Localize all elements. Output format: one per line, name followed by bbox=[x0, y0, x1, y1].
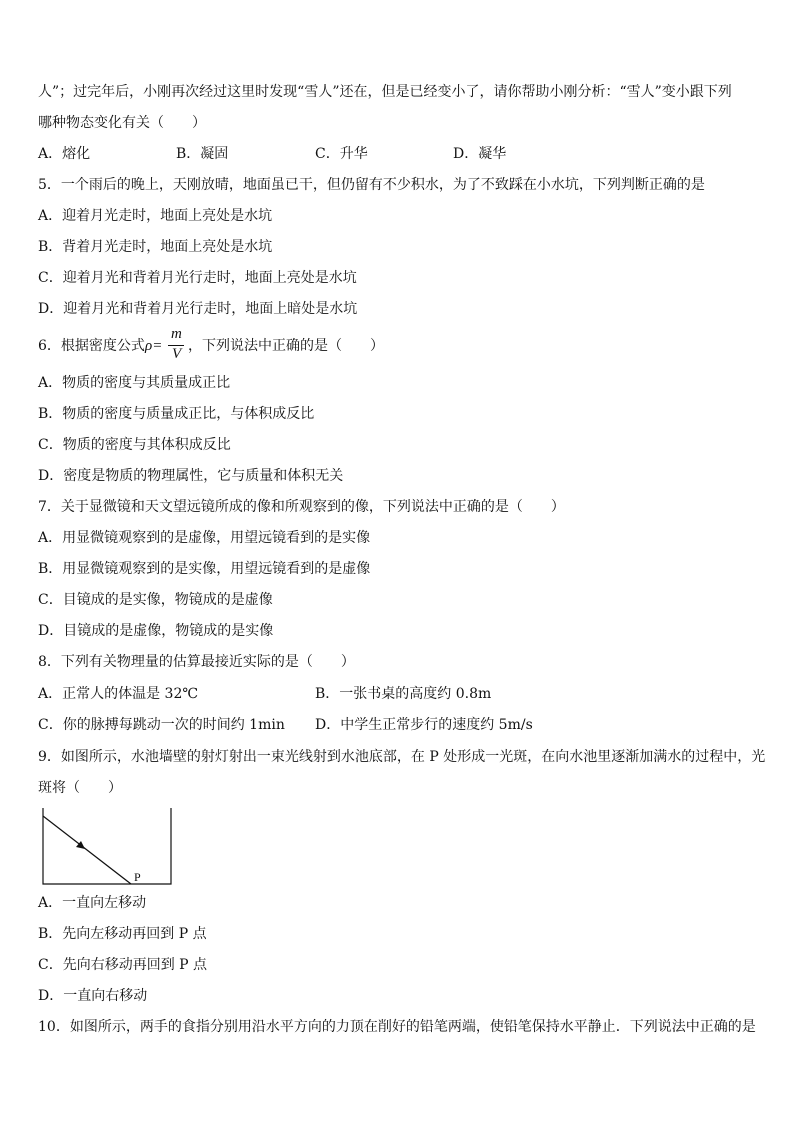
q8-stem: 8．下列有关物理量的估算最接近实际的是（ ） bbox=[38, 654, 355, 670]
q6-formula-numerator: m bbox=[171, 326, 182, 342]
q5-option-a[interactable]: A．迎着月光走时，地面上亮处是水坑 bbox=[38, 208, 273, 224]
q9-option-b[interactable]: B．先向左移动再回到 P 点 bbox=[38, 926, 207, 942]
q8-option-a[interactable]: A．正常人的体温是 32℃ bbox=[38, 686, 199, 702]
q6-stem-prefix: 6．根据密度公式 bbox=[38, 338, 145, 354]
q5-option-c[interactable]: C．迎着月光和背着月光行走时，地面上亮处是水坑 bbox=[38, 270, 357, 286]
q4-option-a[interactable]: A．熔化 bbox=[38, 146, 91, 162]
q9-option-c[interactable]: C．先向右移动再回到 P 点 bbox=[38, 957, 208, 973]
pool-outline bbox=[43, 808, 171, 884]
q9-stem-line2: 斑将（ ） bbox=[38, 780, 122, 796]
q7-option-b[interactable]: B．用显微镜观察到的是实像，用望远镜看到的是虚像 bbox=[38, 561, 371, 577]
q8-option-d[interactable]: D．中学生正常步行的速度约 5m/s bbox=[315, 717, 533, 733]
q9-stem-line1: 9．如图所示，水池墙壁的射灯射出一束光线射到水池底部，在 P 处形成一光斑，在向水池里逐渐加满水的过程中，光 bbox=[38, 749, 766, 765]
light-ray bbox=[43, 816, 131, 884]
q6-formula-denominator: V bbox=[172, 346, 182, 362]
q7-option-c[interactable]: C．目镜成的是实像，物镜成的是虚像 bbox=[38, 592, 273, 608]
q6-option-b[interactable]: B．物质的密度与质量成正比，与体积成反比 bbox=[38, 406, 315, 422]
q6-formula-lhs: ρ= bbox=[145, 338, 163, 354]
q6-option-a[interactable]: A．物质的密度与其质量成正比 bbox=[38, 375, 231, 391]
q7-option-a[interactable]: A．用显微镜观察到的是虚像，用望远镜看到的是实像 bbox=[38, 530, 371, 546]
q8-option-b[interactable]: B．一张书桌的高度约 0.8m bbox=[315, 686, 492, 702]
q7-stem: 7．关于显微镜和天文望远镜所成的像和所观察到的像，下列说法中正确的是（ ） bbox=[38, 499, 565, 515]
q5-option-d[interactable]: D．迎着月光和背着月光行走时，地面上暗处是水坑 bbox=[38, 301, 358, 317]
q4-option-d[interactable]: D．凝华 bbox=[453, 146, 507, 162]
q6-stem-suffix: ，下列说法中正确的是（ ） bbox=[188, 338, 384, 354]
q9-option-d[interactable]: D．一直向右移动 bbox=[38, 988, 148, 1004]
q5-stem: 5．一个雨后的晚上，天刚放晴，地面虽已干，但仍留有不少积水，为了不致踩在小水坑，下列判断正确的是 bbox=[38, 177, 705, 193]
q6-option-d[interactable]: D．密度是物质的物理属性，它与质量和体积无关 bbox=[38, 468, 344, 484]
q9-option-a[interactable]: A．一直向左移动 bbox=[38, 895, 147, 911]
pool-diagram bbox=[38, 806, 178, 888]
q8-option-c[interactable]: C．你的脉搏每跳动一次的时间约 1min bbox=[38, 717, 285, 733]
q10-stem: 10．如图所示，两手的食指分别用沿水平方向的力顶在削好的铅笔两端，使铅笔保持水平静止．下列说法中正确的是 bbox=[38, 1019, 756, 1035]
point-p-label: P bbox=[134, 870, 141, 884]
q5-option-b[interactable]: B．背着月光走时，地面上亮处是水坑 bbox=[38, 239, 273, 255]
q7-option-d[interactable]: D．目镜成的是虚像，物镜成的是实像 bbox=[38, 623, 274, 639]
q4-option-c[interactable]: C．升华 bbox=[315, 146, 368, 162]
q4-option-b[interactable]: B．凝固 bbox=[176, 146, 229, 162]
q4-stem-line2: 哪种物态变化有关（ ） bbox=[38, 115, 206, 131]
q6-option-c[interactable]: C．物质的密度与其体积成反比 bbox=[38, 437, 231, 453]
q4-stem-line1: 人”；过完年后，小刚再次经过这里时发现“雪人”还在，但是已经变小了，请你帮助小刚分析：“雪人”变小跟下列 bbox=[38, 84, 732, 100]
